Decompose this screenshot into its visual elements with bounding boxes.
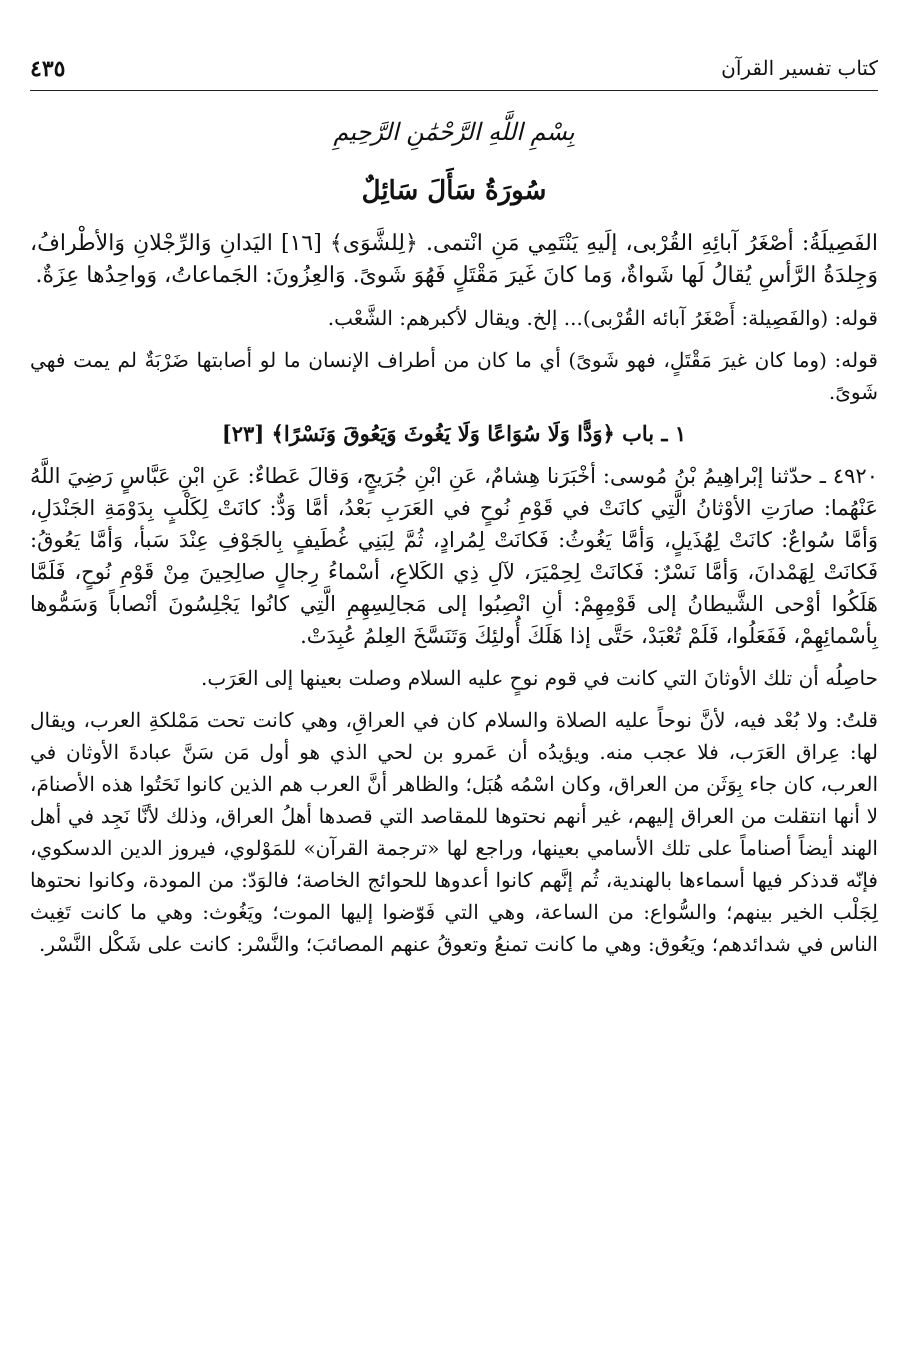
gloss-paragraph: الفَصِيلَةُ: أصْغَرُ آبائِهِ القُرْبى، إلَيهِ يَنْتَمِي مَنِ انْتمى. ﴿لِلشَّوَى﴾ [١٦] اليَدانِ وَالرِّجْلانِ وَالأطْرافُ، وَجِلدَةُ الرَّأسِ يُقالُ لَها شَواةٌ، وَما كانَ غَيرَ مَقْتَلٍ فَهُوَ شَوىً. وَالعِزُونَ: الجَماعاتُ، وَواحِدُها عِزَةٌ. [30, 231, 878, 288]
commentary-paragraph-1: قوله: (والفَصِيلة: أَصْغَرُ آبائه القُرْبى)... إلخ. ويقال لأكبرهم: الشَّعْب. [327, 306, 878, 330]
running-title: كتاب تفسير القرآن [721, 56, 878, 80]
surah-title: سُورَةُ سَأَلَ سَائِلٌ [361, 176, 547, 206]
page-header [30, 50, 878, 91]
page-number: ٤٣٥ [30, 56, 66, 82]
summary-paragraph: حاصِلُه أن تلك الأوثانَ التي كانت في قوم نوحٍ عليه السلام وصلت بعينها إلى العَرَب. [201, 666, 878, 690]
note-paragraph: قلتُ: ولا بُعْد فيه، لأنَّ نوحاً عليه الصلاة والسلام كان في العراقِ، وهي كانت تحت مَمْلكةِ العرب، ويقال لها: عِراق العَرَب، فلا عجب منه. ويؤيدُه أن عَمرو بن لحي الذي هو أول مَن سَنَّ عبادةَ الأوثان في العرب، كان جاء بِوَثَن من العراق، وكان اسْمُه هُبَل؛ والظاهر أنَّ العرب هم الذين كانوا نَحَتُوا هذه الأصنامَ، لا أنها انتقلت من العراق إليهم، غير أنهم نحتوها للمقاصد التي قصدها أهلُ العراق، وذلك لأنَّا نَجِد في أهل الهند أيضاً أصناماً على تلك الأسامي بعينها، وراجع لها «ترجمة القرآن» للمَوْلوي، فيروز الدين الدسكوي، فإنّه قدذكر فيها أسماءها بالهندية، ثُم إنَّهم كانوا أعدوها للحوائج الخاصة؛ فالوَدّ: من المودة، وكانوا نحتوها لِجَلْب الخير بينهم؛ والسُّواع: من الساعة، وهي التي فَوّضوا إليها الموت؛ ويَغُوث: وهي ما كانت تَغِيث الناس في شدائدهم؛ ويَعُوق: وهي ما كانت تمنعُ وتعوقُ عنهم المصائبَ؛ والنَّسْر: كانت على شَكْل النَّسْر. [30, 708, 878, 956]
chapter-heading: ١ ـ باب ﴿وَدًّا وَلَا سُوَاعًا وَلَا يَغُوثَ وَيَعُوقَ وَنَسْرًا﴾ [٢٣] [221, 421, 687, 446]
hadith-paragraph: ٤٩٢٠ ـ حدّثنا إبْراهِيمُ بْنُ مُوسى: أخْبَرَنا هِشامٌ، عَنِ ابْنِ جُرَيجٍ، وَقالَ عَطاءٌ: عَنِ ابْنِ عَبَّاسٍ رَضِيَ اللَّهُ عَنْهُما: صارَتِ الأوْثانُ الَّتِي كانَتْ في قَوْمِ نُوحٍ في العَرَبِ بَعْدُ، أمَّا وَدٌّ: كانَتْ لِكَلْبٍ بِدَوْمَةِ الجَنْدَلِ، وَأمَّا سُواعٌ: كانَتْ لِهُذَيلٍ، وَأمَّا يَغُوثُ: فَكانَتْ لِمُرادٍ، ثُمَّ لِبَنِي غُطَيفٍ بِالجَوْفِ عِنْدَ سَبأ، وَأمَّا يَعُوقُ: فَكانَتْ لِهَمْدانَ، وَأمَّا نَسْرٌ: فَكانَتْ لِحِمْيَرَ، لآلِ ذِي الكَلاعِ، أسْماءُ رِجالٍ صالِحِينَ مِنْ قَوْمِ نُوحٍ، فَلَمَّا هَلَكُوا أوْحى الشَّيطانُ إلى قَوْمِهِمْ: أنِ انْصِبُوا إلى مَجالِسِهِمِ الَّتِي كانُوا يَجْلِسُونَ أنْصاباً وَسَمُّوها بِأسْمائِهِمْ، فَفَعَلُوا، فَلَمْ تُعْبَدْ، حَتَّى إذا هَلَكَ أُولئِكَ وَتَنَسَّخَ العِلمُ عُبِدَتْ. [30, 464, 878, 648]
basmala: بِسْمِ اللَّهِ الرَّحْمَٰنِ الرَّحِيمِ [333, 118, 575, 146]
body-text [30, 228, 878, 970]
commentary-paragraph-2: قوله: (وما كان غيرَ مَقْتَلٍ، فهو شَوىً) أي ما كان من أطراف الإنسان ما لو أصابتها ضَرْبَةٌ لم يمت فهي شَوىً. [30, 348, 878, 404]
